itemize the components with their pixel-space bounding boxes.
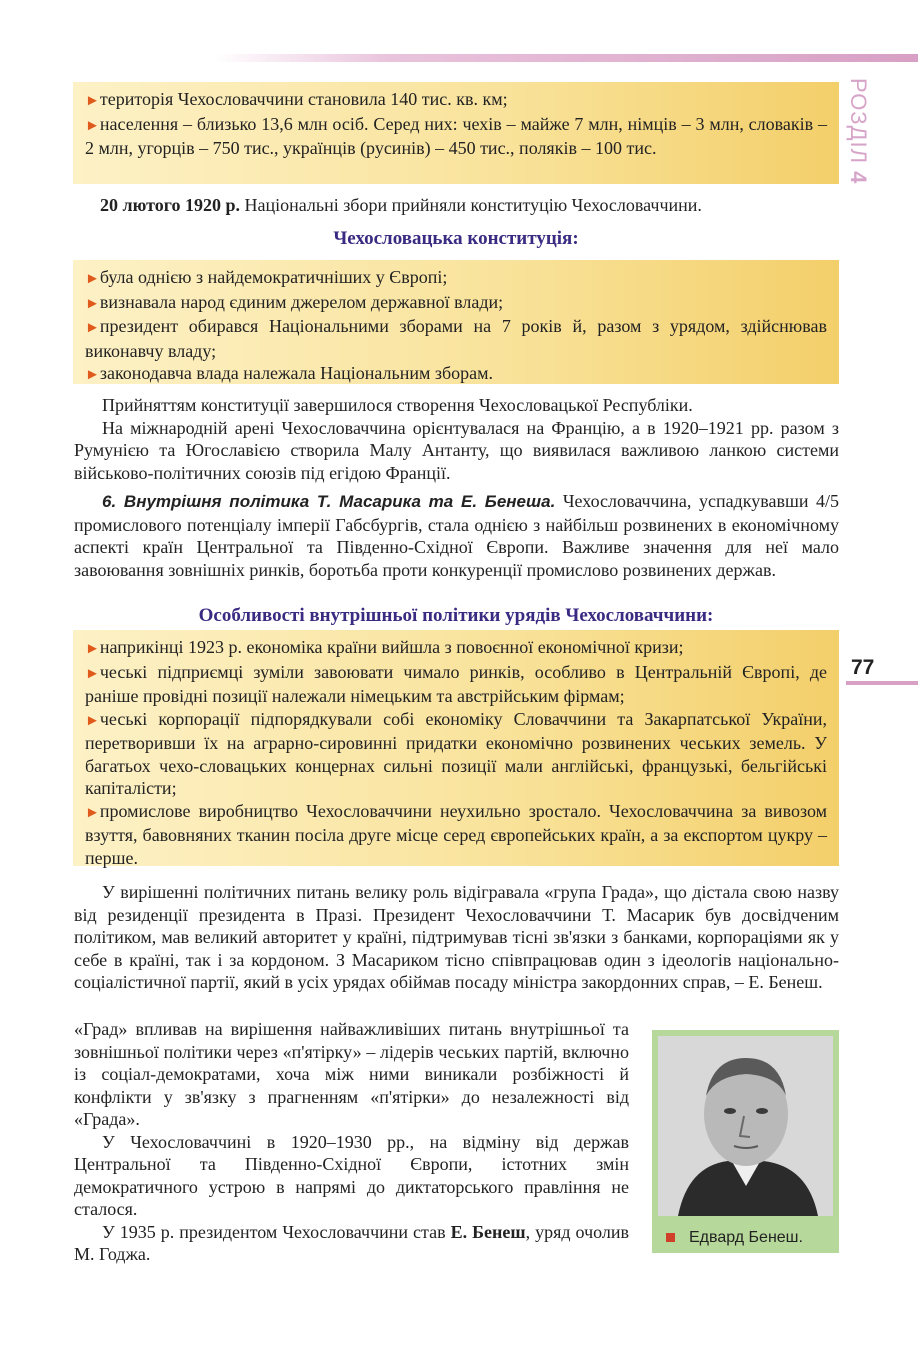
box-item: ►була однією з найдемократичніших у Європі; (85, 267, 448, 287)
box-item: ►законодавча влада належала Національним зборам. (85, 363, 493, 383)
box-item: ►визнавала народ єдиним джерелом державної влади; (85, 291, 504, 312)
benes-photo-frame (652, 1030, 839, 1252)
photo-caption: Едвард Бенеш. (652, 1223, 839, 1253)
five-paragraph: «Град» впливав на вирішення найважливіших питань внутрішньої та зовнішньої політики через «п'ятірку» – лідерів чеських партій, включно із соціал-демократами, хоча між ними виникали розбіжності й конфлікти у зв'язку з прагненням «п'ятірки» до незалежності від «Града». У Чехословаччині в 1920–1930 рр., на відміну від держав Центральної та Південно-Східної Європи, істотних змін демократичного устрою в напрямі до диктаторського правління не сталося. У 1935 р. президентом Чехословаччини став Е. Бенеш, уряд очолив М. Годжа. (74, 1019, 630, 1264)
page-number: 77 (851, 656, 875, 679)
chapter-marker (845, 78, 875, 188)
facts-box (73, 82, 839, 184)
chapter-number: 4 (846, 171, 871, 185)
box-item: ►населення – близько 13,6 млн осіб. Серед них: чехів – майже 7 млн, німців – 3 млн, словаків – 2 млн, угорців – 750 тис., українців (русинів) – 450 тис., поляків – 100 тис. (85, 113, 827, 158)
bullet-triangle-icon: ► (85, 641, 100, 657)
page-number-underline (846, 681, 918, 685)
box-item: ►промислове виробництво Чехословаччини неухильно зростало. Чехословаччина за вивозом взуття, бавовняних тканин посіла друге місце серед європейських країн, а за експортом цукру – перше. (85, 800, 827, 868)
box-item: ►наприкінці 1923 р. економіка країни вийшла з повоєнної економічної кризи; (85, 637, 684, 657)
bullet-triangle-icon: ► (85, 93, 100, 109)
benes-portrait-image (658, 1036, 833, 1216)
chapter-word: РОЗДІЛ (846, 78, 871, 165)
box-item: ►президент обирався Національними зборами на 7 років й, разом з урядом, здійснював виконавчу владу; (85, 316, 827, 361)
benes-bold: Е. Бенеш (450, 1221, 526, 1242)
constitution-date-paragraph: 20 лютого 1920 р. Національні збори прийняли конституцію Чехословаччини. (100, 195, 702, 215)
bullet-triangle-icon: ► (85, 712, 100, 729)
republic-paragraph: Прийняттям конституції завершилося створення Чехословацької Республіки. На міжнародній арені Чехословаччина орієнтувалася на Францію, а в 1920–1921 рр. разом з Румунією та Югославією створила Малу Антанту, що виявилася важливою ланкою системи військово-політичних союзів під егідою Франції. (74, 395, 839, 483)
policy-box (73, 630, 839, 866)
box-item: ►чеські підприємці зуміли завоювати чимало ринків, особливо в Центральній Європі, де раніше провідні позиції належали німецьким та австрійським фірмам; (85, 661, 827, 706)
caption-square-icon (666, 1233, 675, 1242)
bullet-triangle-icon: ► (85, 295, 100, 312)
constitution-heading: Чехословацька конституція: (333, 228, 579, 249)
section-6-paragraph: 6. Внутрішня політика Т. Масарика та Е. Бенеша. Чехословаччина, успадкувавши 4/5 промислового потенціалу імперії Габсбургів, стала однією з найбільш розвинених в економічному аспекті країн Центральної та Південно-Східної Європи. Важливе значення для неї мало завоювання зовнішніх ринків, боротьба проти конкуренції промислово розвинених держав. (74, 491, 839, 580)
section-6-title: 6. Внутрішня політика Т. Масарика та Е. Бенеша. (102, 492, 556, 511)
box-item: ►чеські корпорації підпорядкували собі економіку Словаччини та Закарпатської України, перетворивши їх на аграрно-сировинні придатки економічно розвинених чеських земель. У багатьох чехо-словацьких концернах сильні позиції мали англійські, французькі, бельгійські капіталісти; (85, 708, 827, 798)
bullet-triangle-icon: ► (85, 665, 100, 682)
bullet-triangle-icon: ► (85, 804, 100, 821)
bullet-triangle-icon: ► (85, 367, 100, 383)
policy-heading: Особливості внутрішньої політики урядів Чехословаччини: (198, 605, 714, 626)
bullet-triangle-icon: ► (85, 271, 100, 287)
box-item: ►територія Чехословаччини становила 140 тис. кв. км; (85, 89, 508, 109)
bullet-triangle-icon: ► (85, 117, 100, 134)
top-decor-bar (214, 54, 918, 62)
date-bold: 20 лютого 1920 р. (100, 195, 240, 215)
constitution-box (73, 260, 839, 384)
grad-group-paragraph: У вирішенні політичних питань велику роль відігравала «група Града», що дістала свою назву від резиденції президента в Празі. Президент Чехословаччини Т. Масарик був досвідченим політиком, мав великий авторитет у країні, підтримував тісні зв'язки з банками, корпораціями як у себе в країні, так і за кордоном. З Масариком тісно співпрацював один з ідеологів національно-соціалістичної партії, який в усіх урядах обіймав посаду міністра закордонних справ, – Е. Бенеш. (74, 882, 839, 992)
bullet-triangle-icon: ► (85, 320, 100, 336)
